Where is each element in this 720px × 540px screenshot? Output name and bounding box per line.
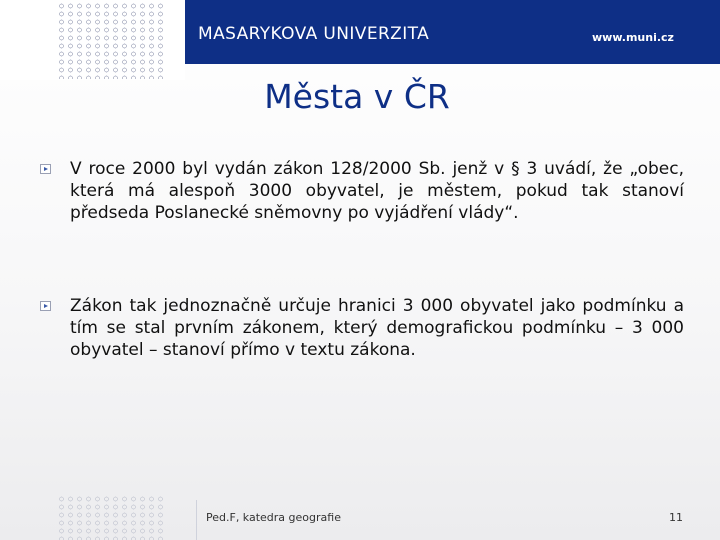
bullet-arrow-icon	[40, 164, 51, 174]
bullet-item	[40, 295, 684, 361]
dot-pattern-logo	[57, 2, 165, 79]
slide-title: Města v ČR	[264, 77, 450, 116]
bullet-item	[40, 158, 684, 224]
bullet-text: V roce 2000 byl vydán zákon 128/2000 Sb. jenž v § 3 uvádí, že „obec, která má alespoň 3000 obyvatel, je městem, pokud tak stanoví předseda Poslanecké sněmovny po vyjádření vlády“.	[70, 159, 684, 223]
bullet-arrow-icon	[40, 301, 51, 311]
bullet-text: Zákon tak jednoznačně určuje hranici 3 000 obyvatel jako podmínku a tím se stal prvním zákonem, který demografickou podmínku – 3 000 obyvatel – stanoví přímo v textu zákona.	[70, 296, 684, 360]
university-name: MASARYKOVA UNIVERZITA	[198, 24, 430, 44]
footer-divider	[196, 500, 197, 540]
page-number: 11	[669, 511, 683, 524]
university-website: www.muni.cz	[592, 31, 674, 44]
footer-text: Ped.F, katedra geografie	[206, 511, 341, 524]
dot-pattern-footer	[57, 495, 165, 540]
bullet-list	[40, 158, 684, 432]
